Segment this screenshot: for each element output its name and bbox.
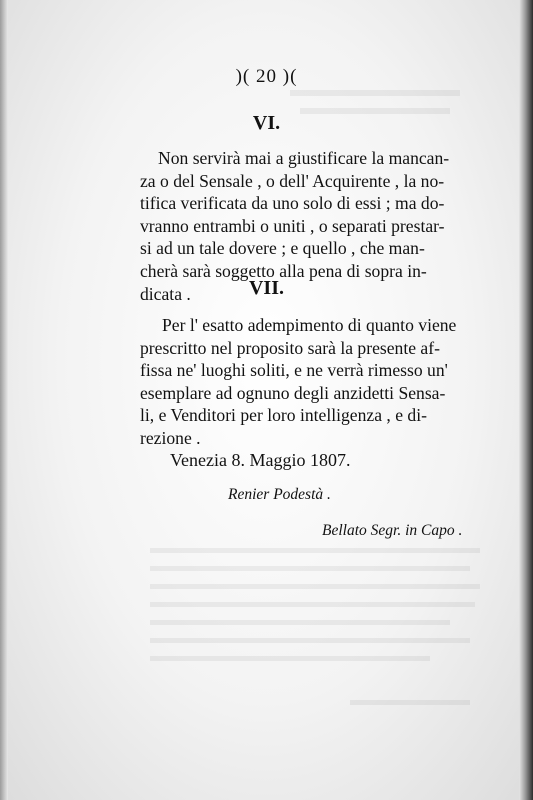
page-number: )( 20 )( bbox=[235, 66, 298, 87]
paragraph-line: vranno entrambi o uniti , o separati prestar- bbox=[140, 215, 445, 236]
paragraph-line: fissa ne' luoghi soliti, e ne verrà rimesso un' bbox=[140, 360, 448, 381]
signature-podesta: Renier Podestà . bbox=[228, 486, 331, 503]
paragraph-line: Per l' esatto adempimento di quanto viene bbox=[162, 315, 457, 335]
section-heading-vi: VI. bbox=[252, 112, 281, 134]
paragraph-line: tifica verificata da uno solo di essi ; ma do- bbox=[140, 193, 445, 214]
signature-secretary: Bellato Segr. in Capo . bbox=[322, 522, 463, 539]
paragraph-line: prescritto nel proposito sarà la presente af- bbox=[140, 337, 440, 358]
date-line: Venezia 8. Maggio 1807. bbox=[170, 450, 351, 470]
paragraph-line: si ad un tale dovere ; e quello , che man- bbox=[140, 238, 425, 259]
paragraph-line: dicata . bbox=[140, 283, 191, 304]
paragraph-line: Non servirà mai a giustificare la mancan- bbox=[158, 148, 450, 168]
section-heading-vii: VII. bbox=[248, 277, 284, 299]
paragraph-line: cherà sarà soggetto alla pena di sopra in- bbox=[140, 260, 427, 281]
paragraph-line: li, e Venditori per loro intelligenza , e di- bbox=[140, 405, 427, 426]
paragraph-line: rezione . bbox=[140, 427, 201, 448]
section-vii-paragraph bbox=[140, 314, 456, 450]
paragraph-line: za o del Sensale , o dell' Acquirente , la no- bbox=[140, 170, 445, 191]
paragraph-line: esemplare ad ognuno degli anzidetti Sensa- bbox=[140, 382, 446, 403]
